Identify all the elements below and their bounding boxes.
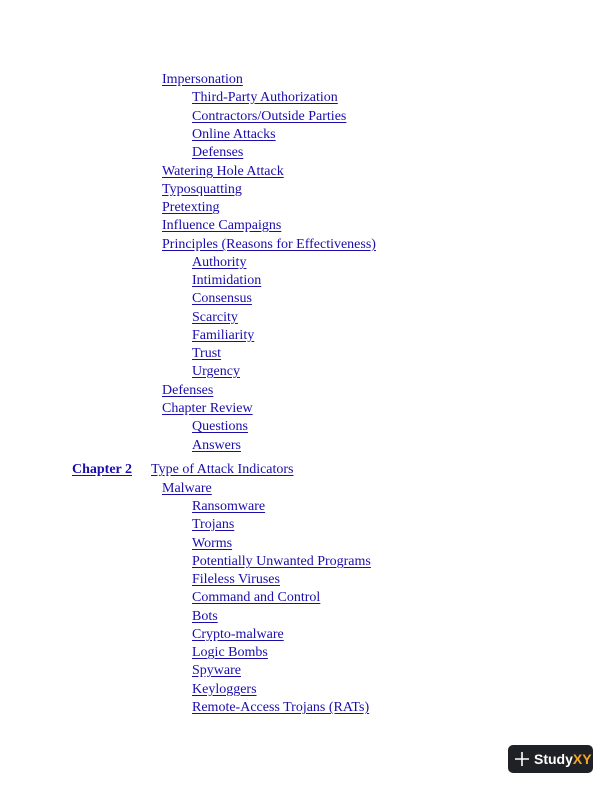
toc-command-and-control[interactable]: Command and Control bbox=[192, 590, 321, 605]
toc-trust[interactable]: Trust bbox=[192, 346, 222, 361]
toc-scarcity[interactable]: Scarcity bbox=[192, 310, 238, 325]
brand-name: Study bbox=[534, 751, 573, 767]
toc-third-party-authorization[interactable]: Third-Party Authorization bbox=[192, 90, 338, 105]
toc-defenses-impersonation[interactable]: Defenses bbox=[192, 145, 244, 160]
toc-fileless-viruses[interactable]: Fileless Viruses bbox=[192, 572, 280, 587]
toc-potentially-unwanted-programs[interactable]: Potentially Unwanted Programs bbox=[192, 554, 371, 569]
toc-ransomware[interactable]: Ransomware bbox=[192, 499, 266, 514]
toc-trojans[interactable]: Trojans bbox=[192, 517, 235, 532]
toc-chapter-review[interactable]: Chapter Review bbox=[162, 401, 253, 416]
toc-defenses[interactable]: Defenses bbox=[162, 383, 214, 398]
toc-remote-access-trojans[interactable]: Remote-Access Trojans (RATs) bbox=[192, 700, 370, 715]
toc-chapter-2[interactable] bbox=[72, 462, 294, 478]
toc-typosquatting[interactable]: Typosquatting bbox=[162, 182, 242, 197]
toc-principles[interactable]: Principles (Reasons for Effectiveness) bbox=[162, 237, 376, 252]
toc-consensus[interactable]: Consensus bbox=[192, 291, 252, 306]
toc-answers[interactable]: Answers bbox=[192, 438, 241, 453]
studyxy-badge[interactable] bbox=[508, 745, 593, 773]
toc-pretexting[interactable]: Pretexting bbox=[162, 200, 220, 215]
toc-spyware[interactable]: Spyware bbox=[192, 663, 241, 678]
plus-icon bbox=[514, 750, 530, 768]
toc-familiarity[interactable]: Familiarity bbox=[192, 328, 255, 343]
toc-authority[interactable]: Authority bbox=[192, 255, 247, 270]
toc-bots[interactable]: Bots bbox=[192, 609, 218, 624]
toc-contractors-outside-parties[interactable]: Contractors/Outside Parties bbox=[192, 109, 347, 124]
toc-logic-bombs[interactable]: Logic Bombs bbox=[192, 645, 268, 660]
toc-impersonation[interactable]: Impersonation bbox=[162, 72, 243, 87]
toc-malware[interactable]: Malware bbox=[162, 481, 212, 496]
toc-urgency[interactable]: Urgency bbox=[192, 364, 240, 379]
brand-accent: XY bbox=[572, 751, 592, 767]
toc-keyloggers[interactable]: Keyloggers bbox=[192, 682, 257, 697]
toc-online-attacks[interactable]: Online Attacks bbox=[192, 127, 276, 142]
toc-intimidation[interactable]: Intimidation bbox=[192, 273, 262, 288]
toc-watering-hole-attack[interactable]: Watering Hole Attack bbox=[162, 164, 284, 179]
brand-label bbox=[534, 745, 592, 773]
toc-crypto-malware[interactable]: Crypto-malware bbox=[192, 627, 284, 642]
chapter-title: Type of Attack Indicators bbox=[151, 462, 294, 477]
toc-worms[interactable]: Worms bbox=[192, 536, 233, 551]
toc-influence-campaigns[interactable]: Influence Campaigns bbox=[162, 218, 282, 233]
chapter-number: Chapter 2 bbox=[72, 462, 133, 477]
toc-questions[interactable]: Questions bbox=[192, 419, 248, 434]
